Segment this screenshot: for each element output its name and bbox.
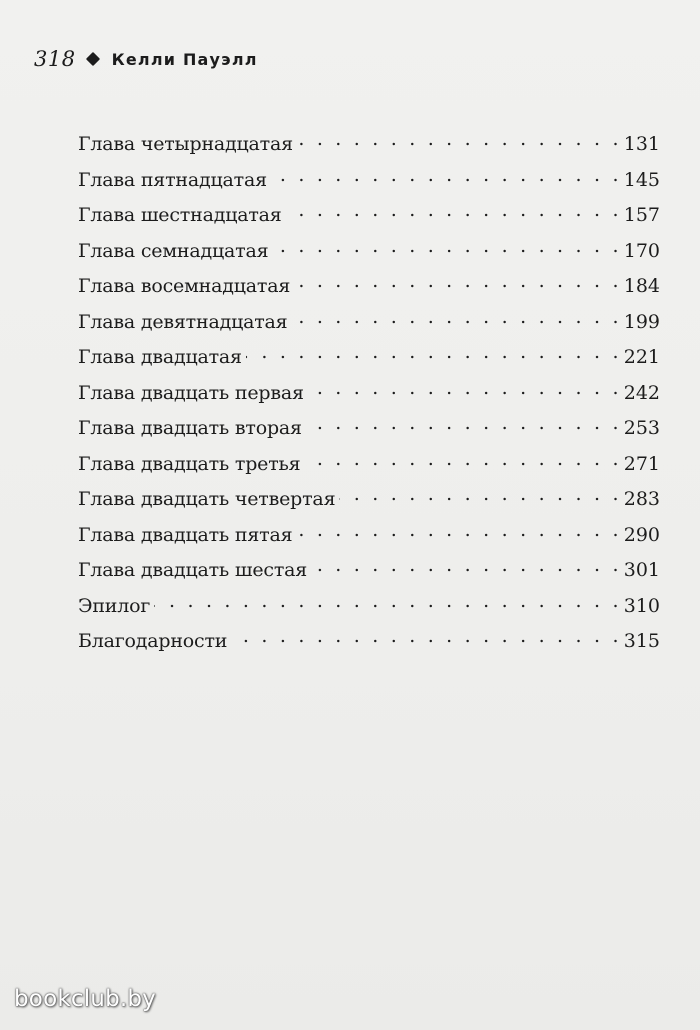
toc-entry-page: 242 [623,381,660,404]
toc-dot-leader [286,199,622,221]
toc-dot-leader [308,377,622,399]
toc-entry-page: 157 [623,204,660,226]
toc-entry-page: 221 [623,346,660,368]
toc-entry-title: Глава восемнадцатая [78,275,291,297]
toc-entry-page: 131 [623,133,660,155]
toc-entry [78,519,660,555]
toc-entry-title: Глава двадцать четвертая [78,488,336,510]
toc-entry [78,483,660,519]
table-of-contents [78,128,660,661]
toc-entry [78,341,660,377]
toc-dot-leader [154,590,622,612]
toc-dot-leader [272,235,621,257]
toc-dot-leader [306,412,622,434]
toc-entry-page: 271 [623,452,660,475]
toc-dot-leader [231,625,621,647]
toc-entry [78,128,660,164]
toc-entry-title: Глава пятнадцатая [78,168,267,191]
toc-entry-title: Эпилог [78,594,151,617]
toc-entry-page: 310 [623,594,660,617]
toc-entry-title: Глава двадцать вторая [78,417,302,439]
toc-entry-title: Глава шестнадцатая [78,204,282,226]
toc-entry-title: Глава двадцать пятая [78,523,293,546]
toc-entry [78,377,660,413]
toc-entry-page: 184 [623,275,660,297]
toc-dot-leader [339,483,621,505]
toc-entry-page: 170 [623,239,660,262]
toc-entry-page: 290 [623,523,660,546]
toc-entry [78,448,660,484]
toc-entry [78,306,660,342]
toc-entry-title: Глава двадцать третья [78,452,301,475]
toc-entry [78,554,660,590]
author-name: Келли Пауэлл [111,49,258,69]
toc-dot-leader [246,341,622,363]
toc-dot-leader [271,164,622,186]
toc-dot-leader [294,270,622,292]
toc-entry-title: Глава четырнадцатая [78,133,293,155]
toc-entry-page: 283 [623,488,660,510]
toc-entry [78,412,660,448]
toc-entry [78,270,660,306]
toc-entry-page: 315 [623,630,660,652]
toc-entry-title: Глава двадцать шестая [78,559,308,581]
toc-dot-leader [296,519,621,541]
page-number: 318 [34,47,76,71]
toc-dot-leader [311,554,622,576]
toc-entry [78,164,660,200]
toc-entry-page: 301 [623,559,660,581]
toc-entry [78,590,660,626]
toc-entry-page: 199 [623,310,660,333]
toc-entry [78,199,660,235]
toc-entry-page: 253 [623,417,660,439]
toc-dot-leader [291,306,621,328]
toc-entry-page: 145 [623,168,660,191]
toc-entry [78,625,660,661]
toc-dot-leader [304,448,621,470]
toc-entry [78,235,660,271]
toc-entry-title: Благодарности [78,630,228,652]
toc-entry-title: Глава двадцать первая [78,381,304,404]
toc-entry-title: Глава девятнадцатая [78,310,288,333]
toc-entry-title: Глава семнадцатая [78,239,269,262]
watermark: bookclub.by [14,986,156,1012]
toc-entry-title: Глава двадцатая [78,346,242,368]
page-header [34,44,258,74]
toc-dot-leader [297,128,622,150]
diamond-ornament-icon [86,52,100,66]
